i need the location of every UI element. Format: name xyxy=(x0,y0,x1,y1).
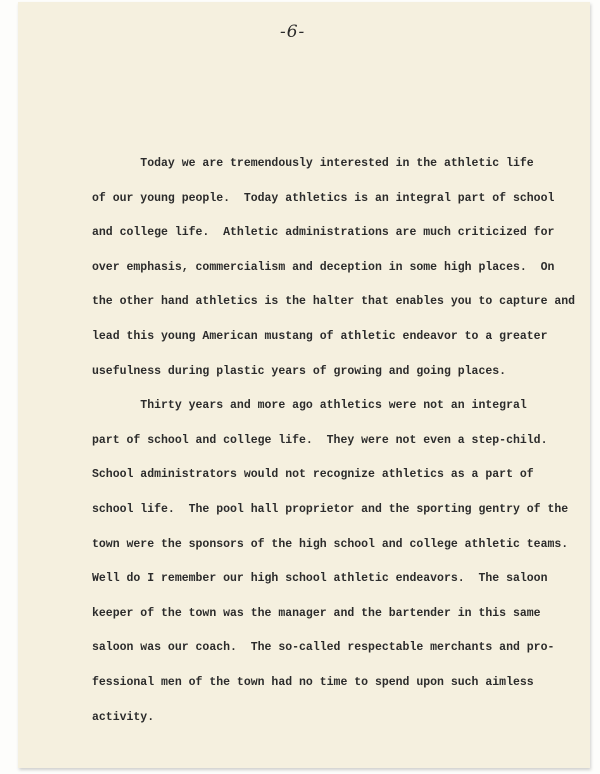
body-text xyxy=(92,154,592,742)
text-line: over emphasis, commercialism and deception in some high places. On xyxy=(92,260,555,274)
text-line: and college life. Athletic administrations are much criticized for xyxy=(92,226,555,240)
text-line: Today we are tremendously interested in the athletic life xyxy=(92,157,534,170)
text-line: town were the sponsors of the high school and college athletic teams. xyxy=(92,537,569,551)
text-line: saloon was our coach. The so-called respectable merchants and pro- xyxy=(92,641,555,655)
text-line: keeper of the town was the manager and the bartender in this same xyxy=(92,606,541,620)
text-line: of our young people. Today athletics is an integral part of school xyxy=(92,191,555,205)
text-line: activity. xyxy=(92,710,155,724)
text-line: usefulness during plastic years of growing and going places. xyxy=(92,364,507,378)
text-line: fessional men of the town had no time to spend upon such aimless xyxy=(92,675,534,689)
text-line: the other hand athletics is the halter that enables you to capture and xyxy=(92,295,576,309)
text-line: Thirty years and more ago athletics were not an integral xyxy=(92,399,527,413)
text-line: School administrators would not recognize athletics as a part of xyxy=(92,468,534,482)
page-number: -6- xyxy=(280,22,306,42)
text-line: Well do I remember our high school athletic endeavors. The saloon xyxy=(92,572,548,586)
text-line: school life. The pool hall proprietor and the sporting gentry of the xyxy=(92,502,569,516)
text-line: lead this young American mustang of athletic endeavor to a greater xyxy=(92,329,548,343)
typewritten-sheet xyxy=(18,2,590,768)
text-line: part of school and college life. They were not even a step-child. xyxy=(92,433,548,447)
